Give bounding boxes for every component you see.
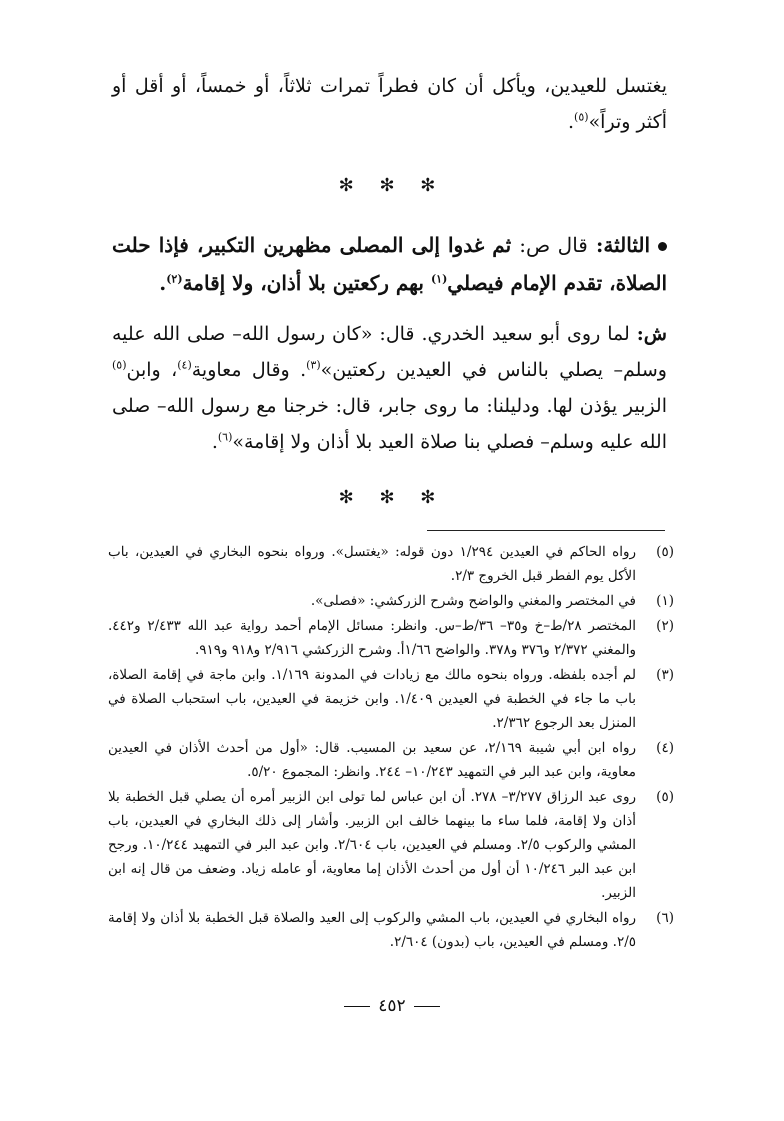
- footnote-ref: (١): [430, 272, 448, 286]
- period: .: [159, 271, 167, 295]
- commentary-text-1: لما روى أبو سعيد الخدري. قال: «كان رسول الله– صلى الله عليه وسلم– يصلي بالناس في العيدين ركعتين»: [112, 323, 667, 381]
- footnote: [108, 785, 674, 905]
- top-paragraph-text: يغتسل للعيدين، ويأكل أن كان فطراً تمرات ثلاثاً، أو خمساً، أو أقل أو أكثر وتراً»: [112, 75, 667, 133]
- commentary-text-4: الزبير يؤذن لها. ودليلنا: ما روى جابر، قال: خرجنا مع رسول الله– صلى الله عليه وسلم– فصلي بنا صلاة العيد بلا أذان ولا إقامة»: [112, 395, 667, 453]
- section-separator: ✻ ✻ ✻: [338, 487, 446, 508]
- rule-label: الثالثة:: [595, 233, 650, 257]
- footnote-number: (٥): [656, 544, 674, 560]
- footnote-number: (٤): [656, 740, 674, 756]
- footnote-ref: (٥): [574, 110, 589, 124]
- rule-text-2: بهم ركعتين بلا أذان، ولا إقامة: [182, 271, 424, 295]
- footnote-ref: (٣): [306, 358, 321, 372]
- page-number-text: ٤٥٢: [378, 996, 406, 1016]
- footnote-ref: (٤): [177, 358, 192, 372]
- footnote: [108, 589, 674, 613]
- commentary-label: ش:: [636, 323, 668, 345]
- footnote-text: في المختصر والمغني والواضح وشرح الزركشي: «فصلى».: [310, 593, 636, 609]
- footnote-text: روى عبد الرزاق ٣/٢٧٧– ٢٧٨. أن ابن عباس لما تولى ابن الزبير أمره أن يصلي قبل الخطبة بلا أذان ولا إقامة، فلما ساء ما بينهما خالف ابن الزبير. وأشار إلى ذلك البخاري في العيدين، باب المشي والركوب ٢/٥. ومسلم في العيدين، باب ٢/٦٠٤. وابن عبد البر في التمهيد ١٠/٢٤٤. ورجح ابن عبد البر ١٠/٢٤٦ أن أول من أحدث الأذان إما معاوية، أو عامله زياد. وضعف من قال إنه ابن الزبير.: [108, 789, 637, 901]
- footnote-number: (٦): [656, 910, 674, 926]
- top-paragraph: [112, 68, 667, 140]
- footnote-ref: (٥): [112, 358, 127, 372]
- footnote-text: المختصر ٢٨/ط–خ و٣٥– ٣٦/ط–س. وانظر: مسائل الإمام أحمد رواية عبد الله ٢/٤٣٣ و٤٤٢. والمغني ٢/٣٧٢ و٣٧٦ و٣٧٨. والواضح ١/٦٦أ. وشرح الزركشي ٢/٩١٦ و٩١٨ و٩١٩.: [108, 618, 637, 658]
- footnote-number: (٢): [656, 618, 674, 634]
- footnote-number: (٣): [656, 667, 674, 683]
- footnote-text: رواه البخاري في العيدين، باب المشي والركوب إلى العيد والصلاة قبل الخطبة بلا أذان ولا إقامة ٢/٥. ومسلم في العيدين، باب (بدون) ٢/٦٠٤.: [108, 910, 636, 950]
- footnote: [108, 736, 674, 784]
- rule-paragraph: [112, 226, 667, 302]
- section-separator: ✻ ✻ ✻: [338, 175, 446, 196]
- footnotes: [108, 540, 674, 955]
- footnote-text: رواه الحاكم في العيدين ١/٢٩٤ دون قوله: «يغتسل». ورواه بنحوه البخاري في العيدين، باب الأكل يوم الفطر قبل الخروج ٢/٣.: [108, 544, 636, 584]
- footnote-number: (١): [656, 593, 674, 609]
- footnote-divider: [427, 530, 665, 531]
- period: .: [211, 431, 218, 453]
- folio-dash: [414, 1006, 440, 1007]
- rule-intro: قال ص:: [519, 233, 588, 257]
- footnote-text: لم أجده بلفظه. ورواه بنحوه مالك مع زيادات في المدونة ١/١٦٩. وابن ماجة في إقامة الصلاة، باب ما جاء في الخطبة في العيدين ١/٤٠٩. وابن خزيمة في العيدين، باب استحباب الصلاة في المنزل بعد الرجوع ٢/٣٦٢.: [108, 667, 637, 731]
- bullet-icon: [658, 242, 667, 251]
- footnote-number: (٥): [656, 789, 674, 805]
- commentary-text-3: ، وابن: [126, 359, 178, 381]
- footnote: [108, 906, 674, 954]
- footnote-text: رواه ابن أبي شيبة ٢/١٦٩، عن سعيد بن المسيب. قال: «أول من أحدث الأذان في العيدين معاوية، وابن عبد البر في التمهيد ١٠/٢٤٣– ٢٤٤. وانظر: المجموع ٥/٢٠.: [108, 740, 636, 780]
- folio-dash: [344, 1006, 370, 1007]
- commentary-paragraph: [112, 316, 667, 460]
- commentary-text-2: . وقال معاوية: [191, 359, 307, 381]
- footnote-ref: (٦): [217, 430, 233, 444]
- footnote: [108, 614, 674, 662]
- period: .: [568, 111, 575, 133]
- rule-text-1: ثم غدوا إلى المصلى مظهرين التكبير، فإذا حلت الصلاة، تقدم الإمام فيصلي: [112, 233, 667, 295]
- footnote-ref: (٢): [166, 272, 183, 286]
- page-number: [0, 996, 784, 1016]
- footnote: [108, 540, 674, 588]
- footnote: [108, 663, 674, 735]
